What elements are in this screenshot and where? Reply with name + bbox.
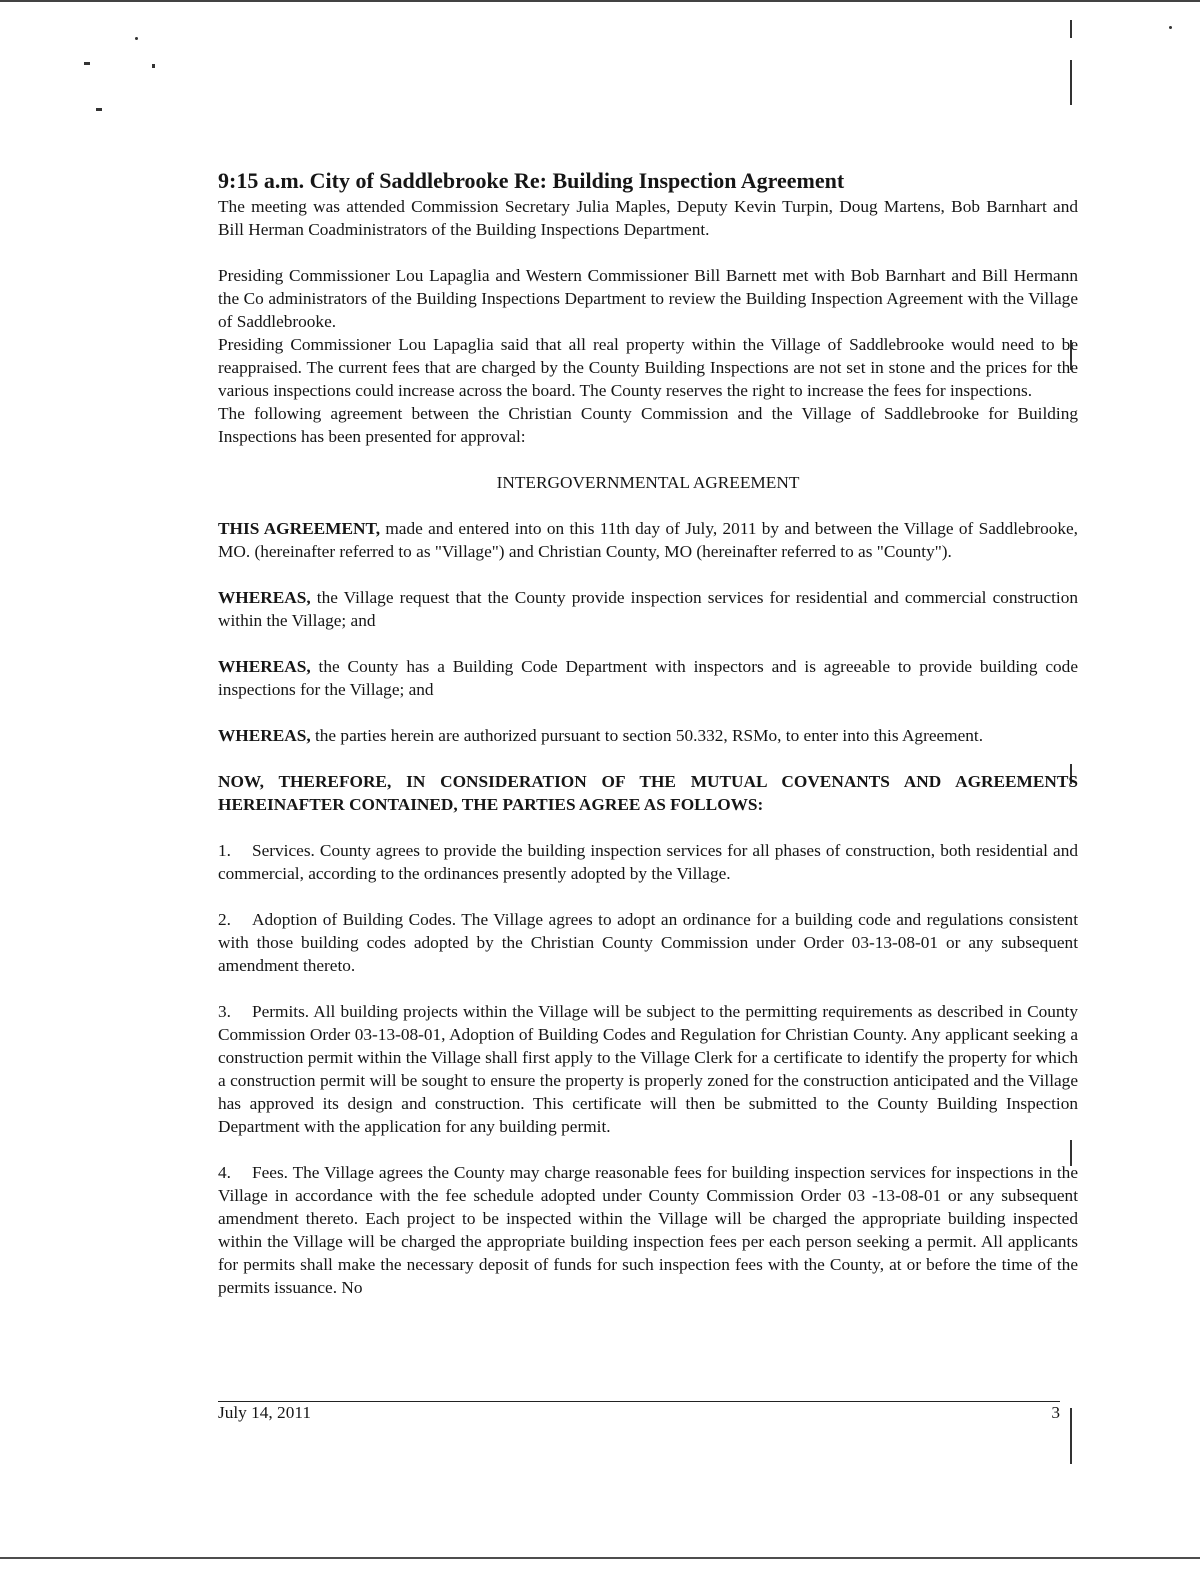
whereas-body: the parties herein are authorized pursuant to section 50.332, RSMo, to enter into this Agreement. xyxy=(310,726,984,746)
page-footer xyxy=(218,1401,1060,1423)
scan-speck xyxy=(96,108,102,111)
this-agreement-paragraph xyxy=(218,517,1078,563)
item-text: Services. County agrees to provide the building inspection services for all phases of construction, both residential and commercial, according to the ordinances presently adopted by the Village. xyxy=(218,841,1078,884)
item-number: 1. xyxy=(218,841,231,861)
item-services xyxy=(218,839,1078,885)
this-agreement-body: made and entered into on this 11th day of July, 2011 by and between the Village of Saddlebrooke, MO. (hereinafter referred to as "Village") and Christian County, MO (hereinafter referred to as "County"). xyxy=(218,519,1078,562)
item-permits xyxy=(218,1000,1078,1138)
scan-speck xyxy=(135,37,138,40)
page-number: 3 xyxy=(1051,1403,1060,1422)
agreement-title: INTERGOVERNMENTAL AGREEMENT xyxy=(496,473,800,493)
scan-speck xyxy=(1070,60,1072,105)
item-building-codes xyxy=(218,908,1078,977)
item-fees xyxy=(218,1161,1078,1299)
whereas-paragraph-1 xyxy=(218,586,1078,632)
item-number: 4. xyxy=(218,1163,231,1183)
footer-date: July 14, 2011 xyxy=(218,1403,311,1422)
scan-speck xyxy=(1169,26,1172,29)
item-text: Permits. All building projects within the Village will be subject to the permitting requirements as described in County Commission Order 03-13-08-01, Adoption of Building Codes and Regulation for Christian County. Any applicant seeking a construction permit within the Village shall first apply to the Village Clerk for a certificate to identify the property for which a construction permit will be sought to ensure the property is properly zoned for the construction anticipated and the Village has approved its design and construction. This certificate will then be submitted to the County Building Inspection Department with the application for any building permit. xyxy=(218,1002,1078,1137)
whereas-body: the County has a Building Code Department with inspectors and is agreeable to provide building code inspections for the Village; and xyxy=(218,657,1078,700)
scan-edge-top xyxy=(0,0,1200,2)
scan-speck xyxy=(1070,20,1072,38)
whereas-paragraph-2 xyxy=(218,655,1078,701)
scan-speck xyxy=(1070,1408,1072,1464)
whereas-body: the Village request that the County provide inspection services for residential and commercial construction within the Village; and xyxy=(218,588,1078,631)
scan-speck xyxy=(84,62,90,65)
item-text: Fees. The Village agrees the County may charge reasonable fees for building inspection services for inspections in the Village in accordance with the fee schedule adopted under County Commission Order 03 -13-08-01 or any subsequent amendment thereto. Each project to be inspected within the Village will be charged the appropriate building inspected within the Village will be charged the appropriate building inspection fees per each person seeking a permit. All applicants for permits shall make the necessary deposit of funds for such inspection fees with the County, at or before the time of the permits issuance. No xyxy=(218,1163,1078,1298)
now-therefore-clause: NOW, THEREFORE, IN CONSIDERATION OF THE MUTUAL COVENANTS AND AGREEMENTS HEREINAFTER CONTAINED, THE PARTIES AGREE AS FOLLOWS: xyxy=(218,772,1078,815)
item-number: 3. xyxy=(218,1002,231,1022)
whereas-lead: WHEREAS, xyxy=(218,657,311,677)
whereas-lead: WHEREAS, xyxy=(218,726,311,746)
item-text: Adoption of Building Codes. The Village agrees to adopt an ordinance for a building code and regulations consistent with those building codes adopted by the Christian County Commission under Order 03-13-08-01 or any subsequent amendment thereto. xyxy=(218,910,1078,976)
scan-edge-bottom xyxy=(0,1557,1200,1559)
item-number: 2. xyxy=(218,910,231,930)
meeting-heading: 9:15 a.m. City of Saddlebrooke Re: Building Inspection Agreement xyxy=(218,168,845,193)
approval-paragraph: The following agreement between the Christian County Commission and the Village of Saddlebrooke for Building Inspections has been presented for approval: xyxy=(218,404,1078,447)
whereas-paragraph-3 xyxy=(218,724,1078,747)
review-paragraph: Presiding Commissioner Lou Lapaglia and Western Commissioner Bill Barnett met with Bob Barnhart and Bill Hermann the Co administrators of the Building Inspections Department to review the Building Inspection Agreement with the Village of Saddlebrooke. xyxy=(218,266,1078,332)
scan-speck xyxy=(152,64,155,68)
whereas-lead: WHEREAS, xyxy=(218,588,311,608)
document-page xyxy=(218,168,1078,1299)
reappraisal-paragraph: Presiding Commissioner Lou Lapaglia said that all real property within the Village of Saddlebrooke would need to be reappraised. The current fees that are charged by the County Building Inspections are not set in stone and the prices for the various inspections could increase across the board. The County reserves the right to increase the fees for inspections. xyxy=(218,335,1078,401)
this-agreement-lead: THIS AGREEMENT, xyxy=(218,519,381,539)
attendees-paragraph: The meeting was attended Commission Secretary Julia Maples, Deputy Kevin Turpin, Doug Martens, Bob Barnhart and Bill Herman Coadministrators of the Building Inspections Department. xyxy=(218,197,1078,240)
